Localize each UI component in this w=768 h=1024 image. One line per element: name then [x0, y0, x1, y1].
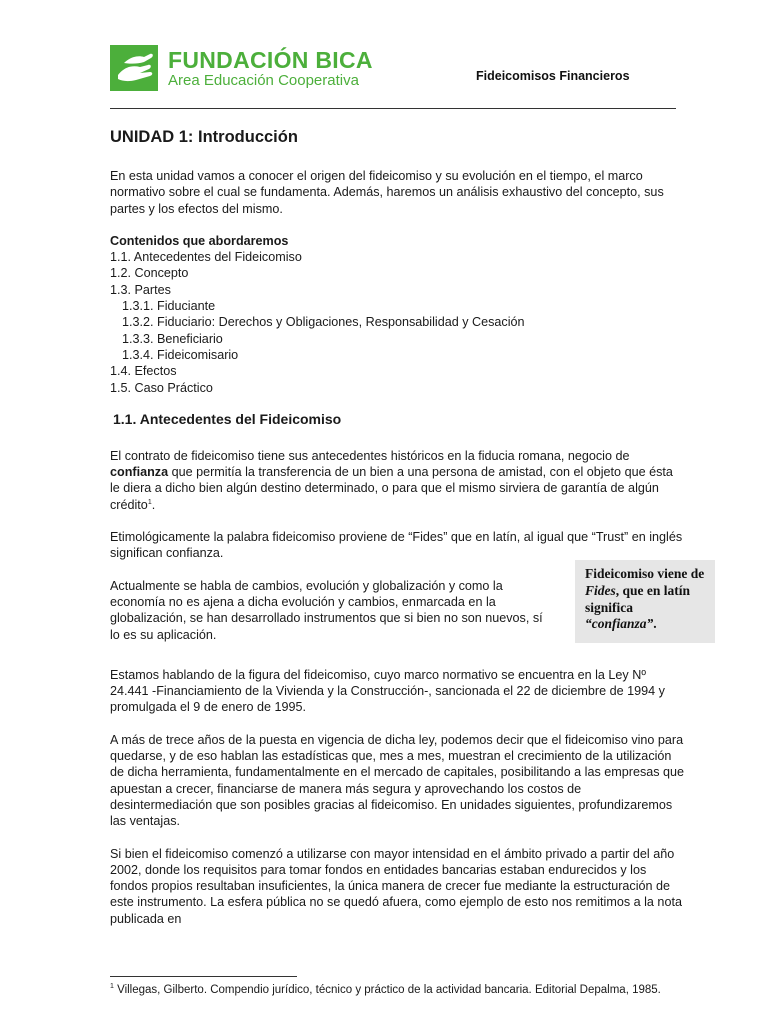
contents-subitem: 1.3.3. Beneficiario: [122, 331, 223, 346]
section-heading-1-1: 1.1. Antecedentes del Fideicomiso: [113, 410, 342, 427]
intro-paragraph: En esta unidad vamos a conocer el origen del fideicomiso y su evolución en el tiempo, el marco normativo sobre el cual se fundamenta. Además, haremos un análisis exhaustivo del concepto, sus partes y los efectos del mismo.: [110, 169, 664, 216]
logo-title: FUNDACIÓN BICA: [168, 47, 373, 73]
section-paragraph: Actualmente se habla de cambios, evolución y globalización y como la economía no es ajena a dicha evolución y cambios, enmarcada en la globalización, se han desarrollado instrumentos que si bien no son nuevos, sí lo es su aplicación.: [110, 578, 543, 642]
contents-subitem: 1.3.2. Fiduciario: Derechos y Obligaciones, Responsabilidad y Cesación: [122, 315, 525, 330]
unit-title: UNIDAD 1: Introducción: [110, 128, 298, 146]
contents-subitem: 1.3.1. Fiduciante: [122, 299, 216, 314]
logo-subtitle: Area Educación Cooperativa: [168, 72, 359, 89]
footnote: [110, 983, 670, 998]
document-title: Fideicomisos Financieros: [476, 69, 630, 83]
paragraph-text: El contrato de fideicomiso tiene sus antecedentes históricos en la fiducia romana, negocio de: [110, 448, 630, 463]
emphasis-confianza: confianza: [110, 465, 169, 480]
footnote-number: 1: [110, 983, 114, 991]
callout-box: [575, 560, 715, 643]
section-paragraph: Si bien el fideicomiso comenzó a utilizarse con mayor intensidad en el ámbito privado a partir del año 2002, donde los requisitos para tomar fondos en entidades bancarias estaban endurecidos y los fondos propios resultaban insuficientes, la única manera de crecer fue mediante la estructuración de este instrumento. La esfera pública no se quedó afuera, como ejemplo de esto nos remitimos a la nota publicada en: [110, 846, 682, 926]
section-paragraph: Etimológicamente la palabra fideicomiso proviene de “Fides” que en latín, al igual que “Trust” en inglés significan confianza.: [110, 530, 683, 561]
contents-item: 1.3. Partes: [110, 282, 171, 297]
callout-text: Fideicomiso viene de: [585, 566, 705, 581]
contents-list: [110, 233, 685, 396]
callout-fides: Fides: [585, 582, 616, 598]
contents-title: Contenidos que abordaremos: [110, 233, 289, 248]
header-divider: [110, 108, 676, 109]
section-paragraph: [110, 448, 685, 513]
contents-item: 1.4. Efectos: [110, 364, 177, 379]
contents-subitem: 1.3.4. Fideicomisario: [122, 347, 239, 362]
logo-hands-icon: [110, 45, 158, 91]
contents-item: 1.5. Caso Práctico: [110, 380, 213, 395]
footnote-divider: [110, 976, 297, 977]
paragraph-end: .: [151, 497, 156, 512]
fundacion-bica-logo: [110, 45, 380, 93]
paragraph-text: que permitía la transferencia de un bien a una persona de amistad, con el objeto que ésta le diera a dicho bien algún destino determinado, o para que el mismo sirviera de garantía de algún crédito: [110, 465, 673, 512]
callout-confianza: “confianza”: [585, 616, 654, 632]
callout-end: .: [653, 616, 657, 632]
section-paragraph: Estamos hablando de la figura del fideicomiso, cuyo marco normativo se encuentra en la Ley Nº 24.441 -Financiamiento de la Vivienda y la Construcción-, sancionada el 22 de diciembre de 1994 y promulgada el 9 de enero de 1995.: [110, 667, 665, 715]
document-body: [110, 126, 685, 943]
footnote-text: Villegas, Gilberto. Compendio jurídico, técnico y práctico de la actividad bancaria. Editorial Depalma, 1985.: [113, 984, 661, 996]
footnote-reference[interactable]: 1: [147, 498, 152, 506]
section-paragraph: A más de trece años de la puesta en vigencia de dicha ley, podemos decir que el fideicomiso vino para quedarse, y de eso hablan las estadísticas que, mes a mes, muestran el crecimiento de la utilización de dicha herramienta, fundamentalmente en el mercado de capitales, posibilitando a las empresas que apuestan a crecer, financiarse de manera más segura y aprovechando los costos de desintermediación que son posibles gracias al fideicomiso. En unidades siguientes, profundizaremos las ventajas.: [110, 732, 685, 829]
contents-item: 1.1. Antecedentes del Fideicomiso: [110, 250, 302, 265]
contents-item: 1.2. Concepto: [110, 266, 189, 281]
callout-text: , que en latín significa: [585, 582, 691, 615]
